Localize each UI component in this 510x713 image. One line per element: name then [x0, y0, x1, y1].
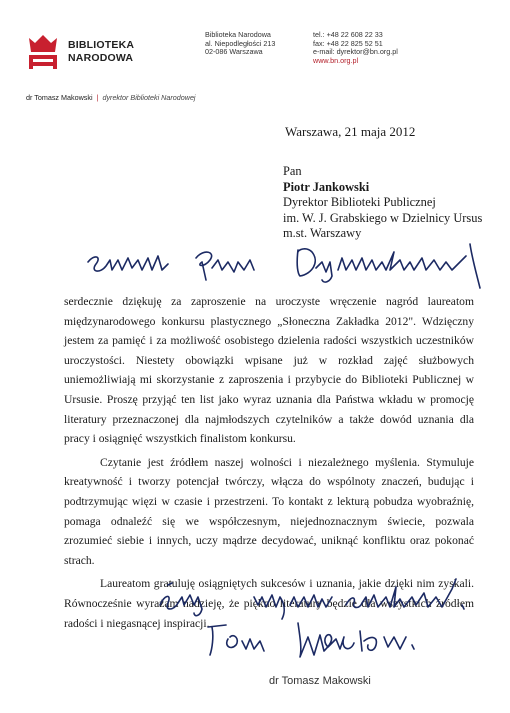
- sender-role: dyrektor Biblioteki Narodowej: [102, 93, 196, 102]
- body-paragraph-3: Laureatom gratuluję osiągniętych sukcesów i uznania, jakie dzięki nim zyskali. Równocześnie wyrażam nadzieję, że piękno literatury będzie dla wszystkich źródłem radości i niegasnącej inspiracji.: [64, 577, 474, 630]
- recipient-salutation: Pan: [283, 164, 302, 178]
- library-logo: [26, 34, 186, 70]
- handwritten-closing-and-signature: [150, 575, 470, 670]
- sender-name: dr Tomasz Makowski: [26, 93, 93, 102]
- letter-date: Warszawa, 21 maja 2012: [285, 124, 416, 139]
- fax-line: fax: +48 22 825 52 51: [313, 38, 383, 48]
- contact-details: [313, 31, 398, 65]
- handwritten-greeting: [84, 240, 484, 296]
- postal-address: [205, 31, 275, 57]
- address-line: 02-086 Warszawa: [205, 47, 263, 57]
- logo-line-2: NARODOWA: [68, 52, 134, 64]
- sender-line: [26, 93, 196, 102]
- body-paragraph-2: Czytanie jest źródłem naszej wolności i niezależnego myślenia. Stymuluje kreatywność i tworzy potencjał twórczy, włącza do wspólnoty znaczeń, budując i podtrzymując więzi w czasie i przestrzeni. To kontakt z lekturą pobudza wyobraźnię, pomaga odnaleźć się we współczesnym, niejednoznacznym świecie, pozwala zrozumieć siebie i innych, uczy mądrze decydować, uniknąć konfliktu oraz pokonać strach.: [64, 455, 474, 567]
- body-paragraph-1: serdecznie dziękuję za zaproszenie na uroczyste wręczenie nagród laureatom międzynarodowego konkursu plastycznego „Słoneczna Zakładka 2012". Wdzięczny jestem za pamięć i za możliwość osobistego dzielenia radości wszystkich uczestników uroczystości. Niestety obowiązki wpisane już w rozkład zajęć służbowych uniemożliwiają mi skorzystanie z zaproszenia i przybycie do Biblioteki Publicznej w Ursusie. Proszę przyjąć ten list jako wyraz uznania dla Państwa wkładu w promocję literatury przeznaczonej dla najmłodszych czytelników a także dowód uznania dla pracy i osiągnięć wszystkich finalistom konkursu.: [64, 295, 474, 446]
- recipient-city: m.st. Warszawy: [283, 226, 362, 241]
- email-line: e-mail: dyrektor@bn.org.pl: [313, 47, 398, 57]
- website-link[interactable]: www.bn.org.pl: [313, 55, 359, 65]
- logo-wordmark: [68, 39, 134, 65]
- recipient-block: [283, 164, 482, 242]
- phone-line: tel.: +48 22 608 22 33: [313, 30, 383, 39]
- recipient-title: Dyrektor Biblioteki Publicznej: [283, 195, 436, 210]
- logo-line-1: BIBLIOTEKA: [68, 39, 135, 51]
- address-line: al. Niepodległości 213: [205, 38, 276, 48]
- address-line: Biblioteka Narodowa: [205, 30, 271, 39]
- separator: |: [96, 93, 99, 102]
- recipient-institution: im. W. J. Grabskiego w Dzielnicy Ursus: [283, 210, 483, 225]
- crown-logo-icon: [26, 34, 60, 70]
- signer-name: dr Tomasz Makowski: [269, 675, 371, 687]
- recipient-name: Piotr Jankowski: [283, 179, 370, 194]
